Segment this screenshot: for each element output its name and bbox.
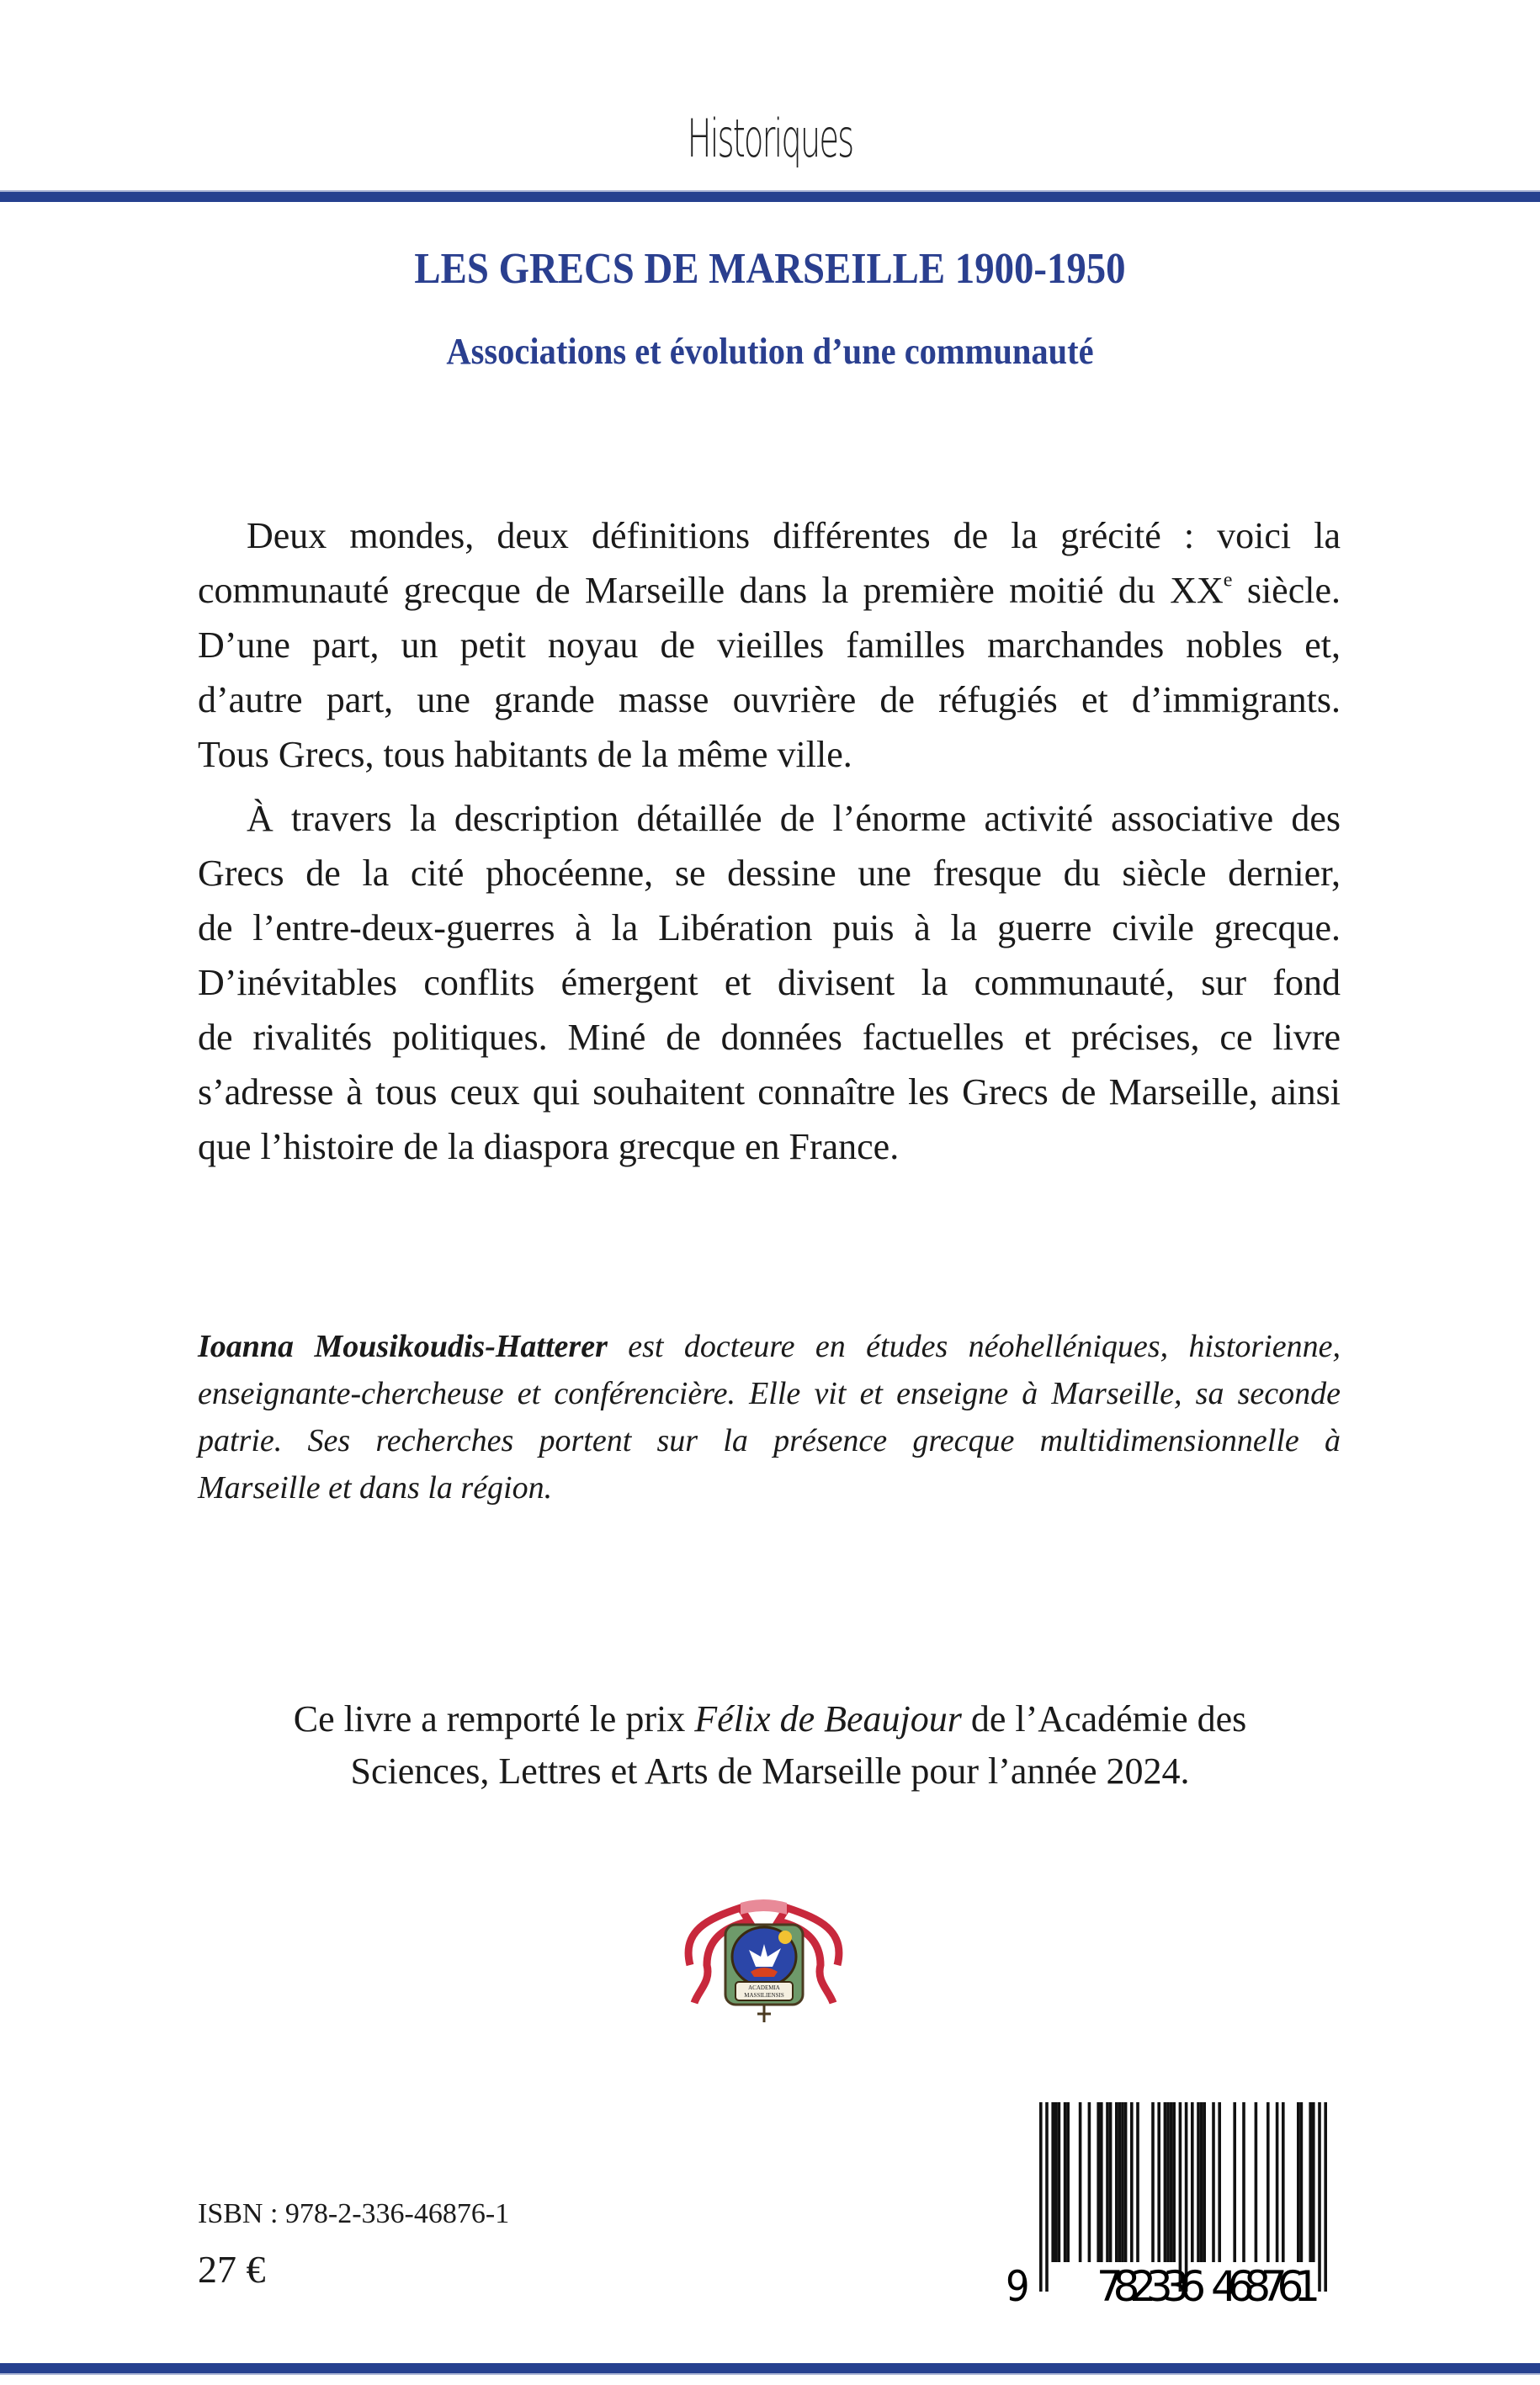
barcode-bar bbox=[1324, 2102, 1327, 2292]
barcode-bar bbox=[1079, 2102, 1082, 2262]
barcode-bar bbox=[1054, 2102, 1058, 2262]
text-line: Grecs de la cité phocéenne, se dessine une fresque du siècle dernier, bbox=[198, 853, 1341, 894]
barcode-bar bbox=[1039, 2102, 1043, 2292]
text-line: patrie. Ses recherches portent sur la présence grecque multidimensionnelle à bbox=[198, 1423, 1341, 1458]
text-line: Sciences, Lettres et Arts de Marseille pour l’année 2024. bbox=[350, 1750, 1190, 1792]
barcode-bar bbox=[1151, 2102, 1155, 2262]
barcode-bar bbox=[1118, 2102, 1122, 2262]
barcode-bar bbox=[1130, 2102, 1134, 2262]
book-title: LES GRECS DE MARSEILLE 1900-1950 bbox=[414, 245, 1126, 293]
barcode-bar bbox=[1115, 2102, 1118, 2262]
text-line: enseignante-chercheuse et conférencière. Elle vit et enseigne à Marseille, sa seconde bbox=[198, 1376, 1341, 1411]
barcode-bar bbox=[1267, 2102, 1270, 2262]
barcode-bar bbox=[1312, 2102, 1315, 2262]
barcode-bar bbox=[1242, 2102, 1245, 2262]
barcode-bar bbox=[1255, 2102, 1258, 2262]
author-name: Ioanna Mousikoudis-Hatterer bbox=[198, 1329, 608, 1364]
barcode-bar bbox=[1197, 2102, 1200, 2262]
book-subtitle: Associations et évolution d’une communauté bbox=[446, 331, 1094, 372]
barcode-bar bbox=[1218, 2102, 1221, 2262]
text-line: s’adresse à tous ceux qui souhaitent connaître les Grecs de Marseille, ainsi bbox=[198, 1071, 1341, 1113]
barcode-bar bbox=[1097, 2102, 1100, 2262]
barcode-bar bbox=[1300, 2102, 1304, 2262]
barcode-bar bbox=[1088, 2102, 1091, 2262]
text-line bbox=[0, 1693, 1540, 1745]
barcode-bar bbox=[1297, 2102, 1300, 2262]
barcode-bar bbox=[1106, 2102, 1109, 2262]
barcode-first-digit: 9 bbox=[1006, 2262, 1030, 2304]
text-segment: siècle. bbox=[1232, 570, 1341, 611]
bottom-rule bbox=[0, 2363, 1540, 2375]
logo-text: MASSILIENSIS bbox=[744, 1992, 784, 1999]
barcode-bar bbox=[1282, 2102, 1285, 2262]
text-line: d’autre part, une grande masse ouvrière de réfugiés et d’immigrants. bbox=[198, 679, 1341, 720]
barcode-bar bbox=[1164, 2102, 1167, 2262]
barcode-bar bbox=[1233, 2102, 1236, 2262]
price: 27 € bbox=[198, 2248, 266, 2291]
barcode-bar bbox=[1309, 2102, 1312, 2262]
text-line: À travers la description détaillée de l’énorme activité associative des bbox=[247, 798, 1341, 839]
logo-text: ACADEMIA bbox=[748, 1984, 780, 1991]
barcode-left-digits: 782336 bbox=[1097, 2262, 1206, 2304]
barcode-bar bbox=[1045, 2102, 1049, 2292]
text-line bbox=[198, 1323, 1341, 1370]
barcode bbox=[1006, 2102, 1351, 2304]
sun-icon bbox=[778, 1931, 792, 1944]
text-line bbox=[198, 563, 1341, 618]
barcode-bar bbox=[1212, 2102, 1215, 2262]
academy-crest-logo bbox=[673, 1898, 854, 2032]
barcode-bar bbox=[1124, 2102, 1128, 2262]
barcode-right-digits: 468761 bbox=[1211, 2262, 1320, 2304]
ribbon-top bbox=[741, 1899, 787, 1915]
blurb-paragraph-1 bbox=[198, 508, 1341, 782]
text-line: Tous Grecs, tous habitants de la même ville. bbox=[198, 734, 852, 775]
barcode-bar bbox=[1121, 2102, 1124, 2262]
text-line: Marseille et dans la région. bbox=[198, 1470, 553, 1506]
text-segment: communauté grecque de Marseille dans la première moitié du XX bbox=[198, 570, 1224, 611]
crest-pendant bbox=[757, 2005, 771, 2022]
isbn: ISBN : 978-2-336-46876-1 bbox=[198, 2198, 510, 2229]
prize-name: Félix de Beaujour bbox=[694, 1698, 962, 1740]
barcode-bar bbox=[1109, 2102, 1113, 2262]
barcode-bar bbox=[1172, 2102, 1176, 2262]
barcode-bar bbox=[1100, 2102, 1103, 2262]
author-bio bbox=[198, 1323, 1341, 1511]
text-line: Deux mondes, deux définitions différentes de la grécité : voici la bbox=[247, 515, 1341, 556]
prize-note bbox=[0, 1693, 1540, 1798]
blurb-paragraph-2 bbox=[198, 791, 1341, 1174]
barcode-bar bbox=[1276, 2102, 1279, 2262]
text-line: que l’histoire de la diaspora grecque en France. bbox=[198, 1126, 900, 1167]
text-line: de rivalités politiques. Miné de données factuelles et précises, ce livre bbox=[198, 1017, 1341, 1058]
text-line: D’inévitables conflits émergent et divisent la communauté, sur fond bbox=[198, 962, 1341, 1003]
barcode-bar bbox=[1058, 2102, 1061, 2262]
text-line: D’une part, un petit noyau de vieilles familles marchandes nobles et, bbox=[198, 624, 1341, 666]
barcode-bar bbox=[1157, 2102, 1160, 2262]
text-line: de l’entre-deux-guerres à la Libération puis à la guerre civile grecque. bbox=[198, 907, 1341, 948]
superscript: e bbox=[1223, 568, 1233, 592]
barcode-bar bbox=[1066, 2102, 1070, 2262]
barcode-bar bbox=[1170, 2102, 1173, 2262]
barcode-bar bbox=[1051, 2102, 1054, 2262]
barcode-bar bbox=[1200, 2102, 1203, 2262]
series-name: Historiques bbox=[687, 108, 853, 169]
barcode-bar bbox=[1191, 2102, 1194, 2262]
barcode-bar bbox=[1166, 2102, 1170, 2262]
text-segment: est docteure en études néohelléniques, historienne, bbox=[607, 1329, 1341, 1364]
barcode-bar bbox=[1203, 2102, 1206, 2262]
text-segment: Ce livre a remporté le prix bbox=[293, 1698, 695, 1740]
top-rule bbox=[0, 190, 1540, 202]
barcode-bar bbox=[1136, 2102, 1139, 2262]
barcode-bar bbox=[1064, 2102, 1067, 2262]
text-segment: de l’Académie des bbox=[961, 1698, 1247, 1740]
